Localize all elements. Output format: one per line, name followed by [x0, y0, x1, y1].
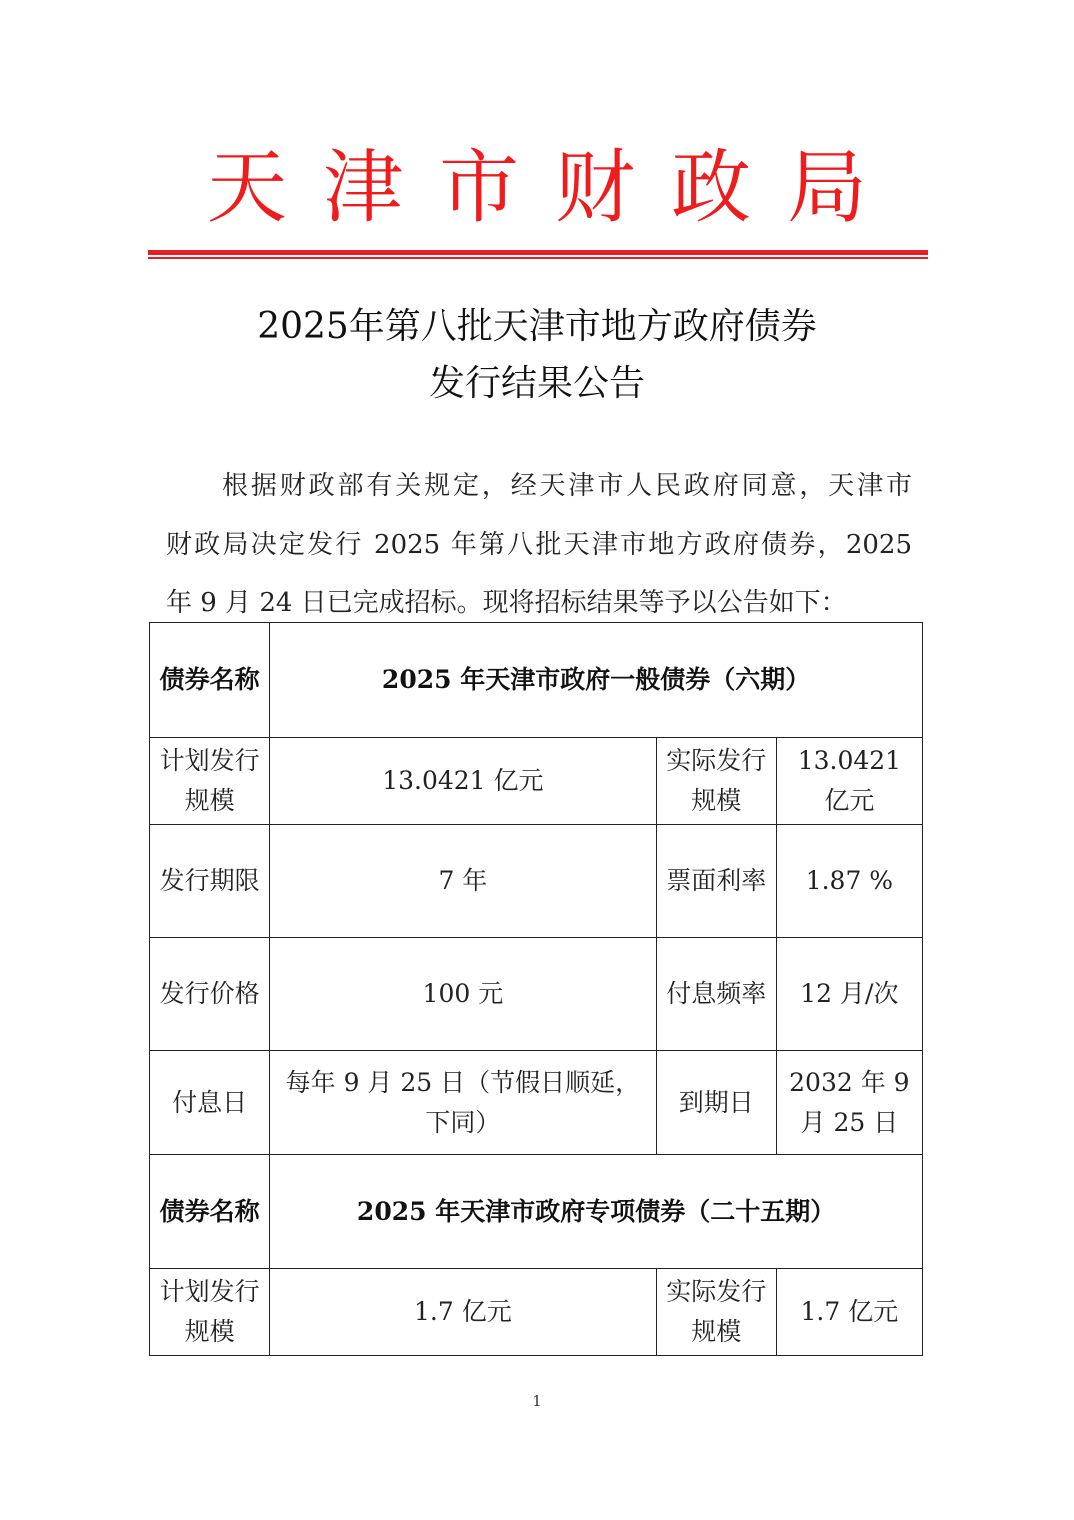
table-row	[150, 623, 923, 738]
maturity-date-value: 2032 年 9 月 25 日	[776, 1051, 922, 1155]
table-row	[150, 1051, 923, 1155]
bond-name-label: 债券名称	[150, 623, 270, 738]
bond2-planned-size-label: 计划发行规模	[150, 1269, 270, 1356]
intro-paragraph-line1: 根据财政部有关规定，经天津市人民政府同意，天津市	[222, 471, 912, 501]
term-value: 7 年	[270, 825, 656, 938]
coupon-rate-label: 票面利率	[656, 825, 776, 938]
document-title-line2: 发行结果公告	[428, 363, 645, 404]
payment-date-label: 付息日	[150, 1051, 270, 1155]
actual-size-value: 13.0421 亿元	[776, 738, 922, 825]
coupon-rate-value: 1.87 %	[776, 825, 922, 938]
payment-frequency-value: 12 月/次	[776, 938, 922, 1051]
bond2-name-label: 债券名称	[150, 1155, 270, 1269]
agency-masthead: 天津市财政局	[207, 141, 903, 234]
bond-results-table	[149, 622, 923, 1356]
payment-date-value: 每年 9 月 25 日（节假日顺延，下同）	[270, 1051, 656, 1155]
actual-size-label: 实际发行规模	[656, 738, 776, 825]
maturity-date-label: 到期日	[656, 1051, 776, 1155]
table-row	[150, 938, 923, 1051]
table-row	[150, 1155, 923, 1269]
masthead-thick-rule	[148, 250, 928, 255]
planned-size-label: 计划发行规模	[150, 738, 270, 825]
page-number: 1	[532, 1392, 542, 1410]
table-row	[150, 825, 923, 938]
table-row	[150, 738, 923, 825]
masthead-thin-rule	[148, 257, 928, 259]
term-label: 发行期限	[150, 825, 270, 938]
bond2-name-value: 2025 年天津市政府专项债券（二十五期）	[270, 1155, 923, 1269]
bond2-actual-size-value: 1.7 亿元	[776, 1269, 922, 1356]
bond2-planned-size-value: 1.7 亿元	[270, 1269, 656, 1356]
planned-size-value: 13.0421 亿元	[270, 738, 656, 825]
issue-price-label: 发行价格	[150, 938, 270, 1051]
table-row	[150, 1269, 923, 1356]
bond-name-value: 2025 年天津市政府一般债券（六期）	[270, 623, 923, 738]
intro-paragraph-line3: 年 9 月 24 日已完成招标。现将招标结果等予以公告如下：	[166, 588, 847, 618]
issue-price-value: 100 元	[270, 938, 656, 1051]
intro-paragraph-line2: 财政局决定发行 2025 年第八批天津市地方政府债券，2025	[166, 530, 912, 560]
payment-frequency-label: 付息频率	[656, 938, 776, 1051]
bond2-actual-size-label: 实际发行规模	[656, 1269, 776, 1356]
document-title-line1: 2025年第八批天津市地方政府债券	[257, 306, 817, 347]
